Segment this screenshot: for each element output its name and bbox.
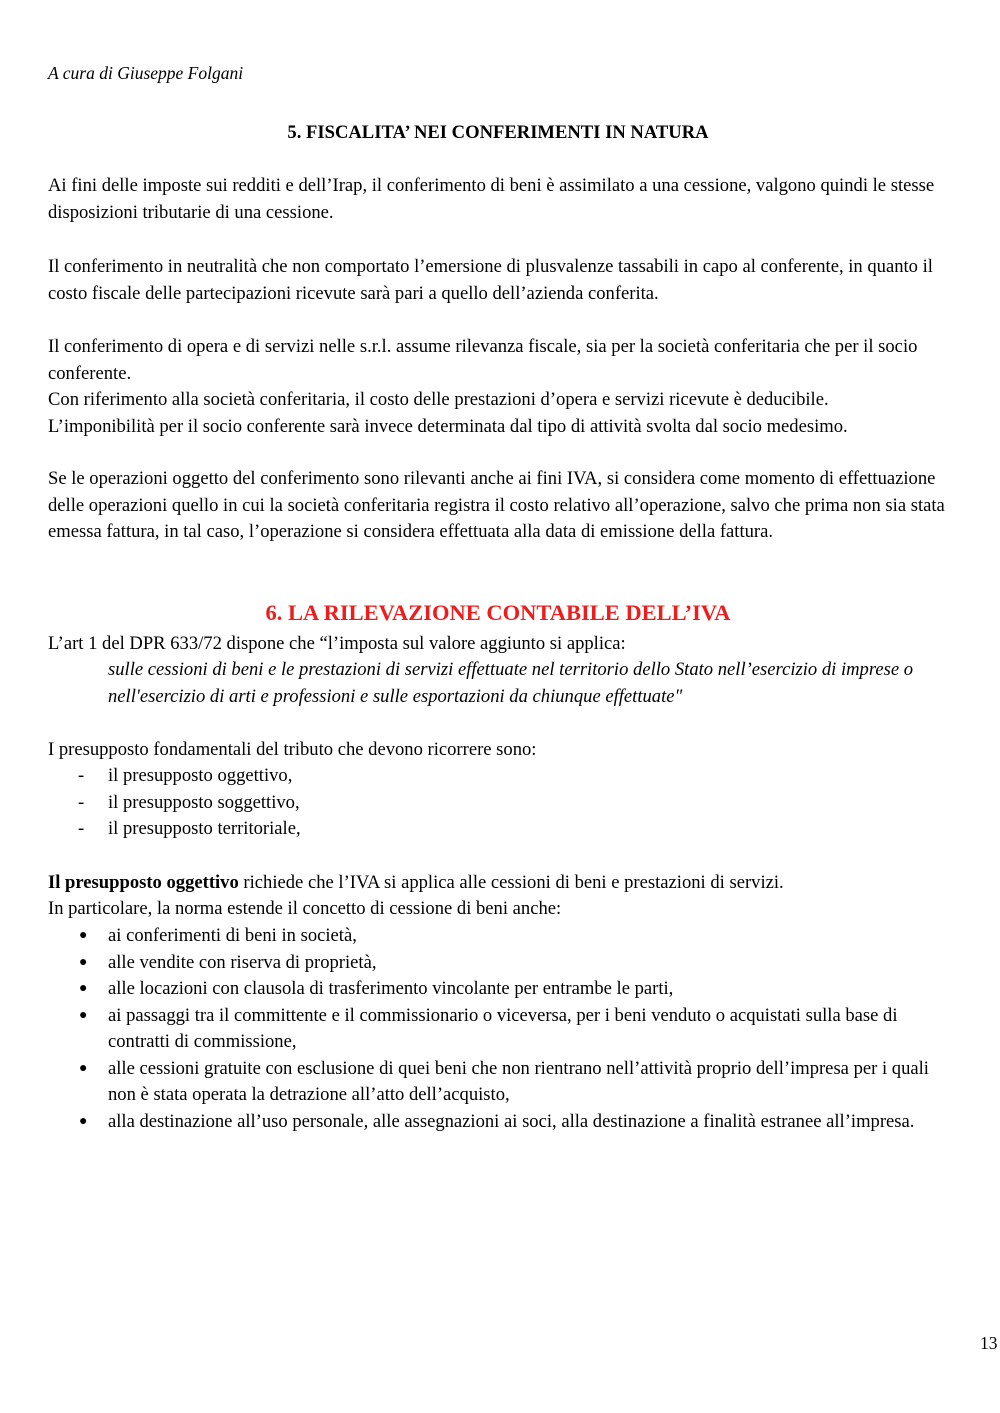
bullet-icon: ● xyxy=(79,981,88,996)
cessioni-list xyxy=(48,923,948,1135)
dash-marker: - xyxy=(78,765,85,786)
list-item xyxy=(48,763,948,790)
list-item xyxy=(48,1056,948,1109)
section-6-title: 6. LA RILEVAZIONE CONTABILE DELL’IVA xyxy=(265,600,731,625)
presupposto-oggettivo-text: richiede che l’IVA si applica alle cessioni di beni e prestazioni di servizi. xyxy=(238,872,784,893)
list-item-text: alla destinazione all’uso personale, alle assegnazioni ai soci, alla destinazione a finalità estranee all’impresa. xyxy=(108,1110,915,1132)
dash-marker: - xyxy=(78,791,85,813)
section-5-paragraph-3c: L’imponibilità per il socio conferente sarà invece determinata dal tipo di attività svolta dal socio medesimo. xyxy=(48,415,848,437)
list-item xyxy=(48,816,948,843)
list-item xyxy=(48,790,948,817)
presupposti-intro: I presupposto fondamentali del tributo che devono ricorrere sono: xyxy=(48,739,537,760)
list-item-text: ai passaggi tra il committente e il commissionario o viceversa, per i beni venduto o acquistati sulla base di contratti di commissione, xyxy=(108,1004,898,1052)
bullet-icon: ● xyxy=(79,928,88,943)
list-item xyxy=(48,1003,948,1056)
bullet-icon: ● xyxy=(79,1113,88,1129)
dash-marker: - xyxy=(78,818,85,839)
section-5-paragraph-2: Il conferimento in neutralità che non comportato l’emersione di plusvalenze tassabili in capo al conferente, in quanto il costo fiscale delle partecipazioni ricevute sarà pari a quello dell’azienda conferita. xyxy=(48,256,933,304)
particolare-paragraph: In particolare, la norma estende il concetto di cessione di beni anche: xyxy=(48,898,562,919)
list-item xyxy=(48,1109,948,1136)
section-6-intro: L’art 1 del DPR 633/72 dispone che “l’imposta sul valore aggiunto si applica: xyxy=(48,633,626,654)
bullet-icon: ● xyxy=(79,1007,88,1023)
list-item-text: il presupposto soggettivo, xyxy=(108,791,300,813)
presupposto-oggettivo-bold: Il presupposto oggettivo xyxy=(48,872,239,893)
list-item-text: il presupposto oggettivo, xyxy=(108,765,293,786)
list-item-text: il presupposto territoriale, xyxy=(108,818,301,839)
list-item-text: alle locazioni con clausola di trasferimento vincolante per entrambe le parti, xyxy=(108,978,674,999)
section-5-paragraph-4: Se le operazioni oggetto del conferimento sono rilevanti anche ai fini IVA, si considera come momento di effettuazione delle operazioni quello in cui la società conferitaria registra il costo relativo all’operazione, salvo che prima non sia stata emessa fattura, in tal caso, l’operazione si considera effettuata alla data di emissione della fattura. xyxy=(48,468,945,542)
law-quote: sulle cessioni di beni e le prestazioni di servizi effettuate nel territorio dello Stato nell’esercizio di imprese o nell'esercizio di arti e professioni e sulle esportazioni da chiunque effettuate" xyxy=(108,659,914,707)
bullet-icon: ● xyxy=(79,954,88,970)
section-5-title: 5. FISCALITA’ NEI CONFERIMENTI IN NATURA xyxy=(287,122,709,143)
list-item xyxy=(48,950,948,977)
page-number: 13 xyxy=(980,1333,998,1353)
bullet-icon: ● xyxy=(79,1060,88,1076)
list-item-text: ai conferimenti di beni in società, xyxy=(108,925,357,946)
list-item xyxy=(48,923,948,950)
presupposto-oggettivo-paragraph xyxy=(48,870,948,897)
section-5-paragraph-3b: Con riferimento alla società conferitaria, il costo delle prestazioni d’opera e servizi ricevute è deducibile. xyxy=(48,389,829,410)
list-item-text: alle cessioni gratuite con esclusione di quei beni che non rientrano nell’attività proprio dell’impresa per i quali non è stata operata la detrazione all’atto dell’acquisto, xyxy=(108,1057,929,1105)
list-item xyxy=(48,976,948,1003)
author-credit: A cura di Giuseppe Folgani xyxy=(48,63,244,83)
section-5-paragraph-1: Ai fini delle imposte sui redditi e dell’Irap, il conferimento di beni è assimilato a una cessione, valgono quindi le stesse disposizioni tributarie di una cessione. xyxy=(48,175,935,223)
section-5-paragraph-3a: Il conferimento di opera e di servizi nelle s.r.l. assume rilevanza fiscale, sia per la società conferitaria che per il socio conferente. xyxy=(48,336,918,384)
section-5-paragraph-3 xyxy=(48,334,948,440)
presupposti-list xyxy=(48,763,948,843)
list-item-text: alle vendite con riserva di proprietà, xyxy=(108,951,377,973)
